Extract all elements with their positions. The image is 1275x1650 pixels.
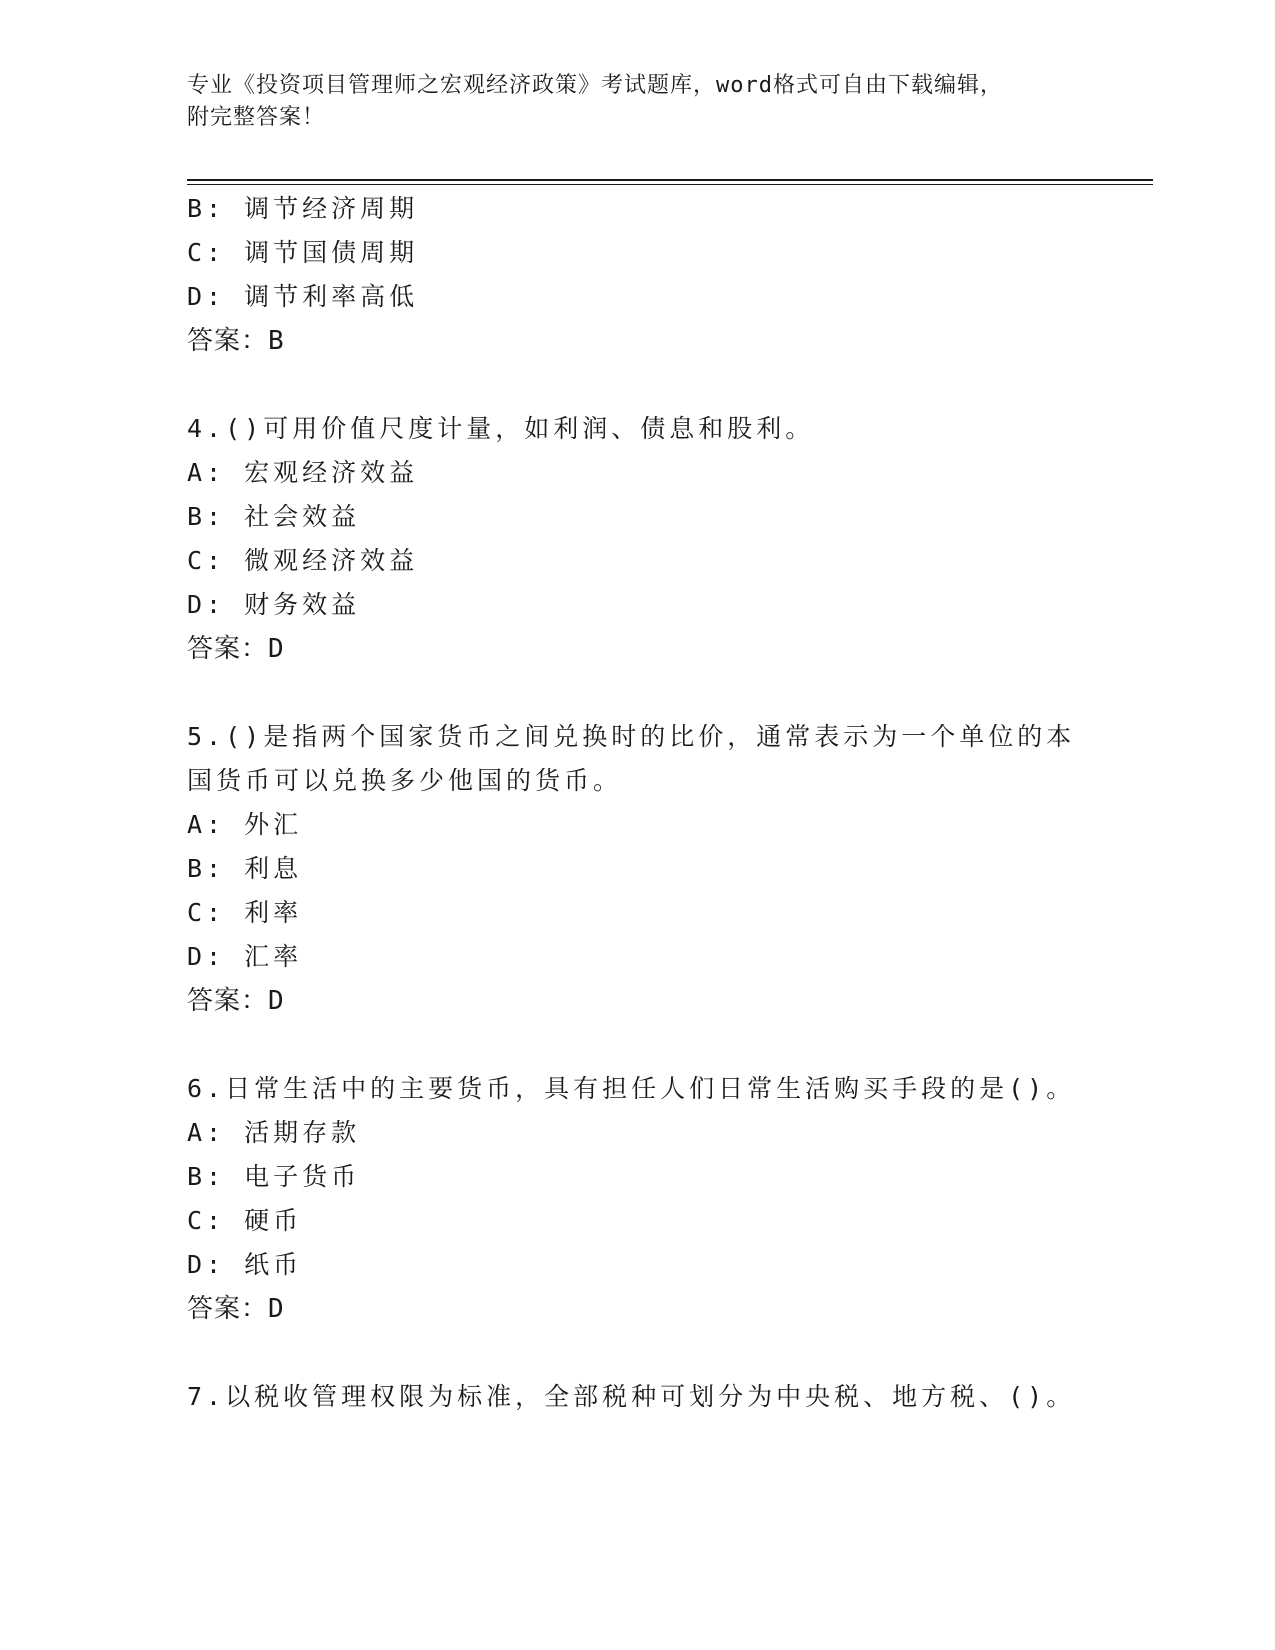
q5-option-d: D: 汇率: [187, 942, 303, 971]
q3-answer: [187, 326, 285, 356]
q4-option-d: D: 财务效益: [187, 590, 361, 619]
answer-label: 答案：: [187, 634, 269, 664]
q4-option-c: C: 微观经济效益: [187, 546, 419, 575]
q5-option-c: C: 利率: [187, 898, 303, 927]
q5-option-a: A: 外汇: [187, 810, 303, 839]
document-header: [187, 70, 1087, 134]
answer-label: 答案：: [187, 326, 269, 356]
answer-label: 答案：: [187, 1294, 269, 1324]
q3-option-b: B: 调节经济周期: [187, 194, 419, 223]
header-line-2: 附完整答案！: [187, 105, 326, 130]
q6-option-c: C: 硬币: [187, 1206, 303, 1235]
q7-question: 7.以税收管理权限为标准，全部税种可划分为中央税、地方税、()。: [187, 1382, 1076, 1411]
q6-option-d: D: 纸币: [187, 1250, 303, 1279]
q4-option-a: A: 宏观经济效益: [187, 458, 419, 487]
q6-answer: [187, 1294, 285, 1324]
header-line-1: 专业《投资项目管理师之宏观经济政策》考试题库，word格式可自由下载编辑，: [187, 73, 1003, 98]
q5-option-b: B: 利息: [187, 854, 303, 883]
q4-question: 4.()可用价值尺度计量，如利润、债息和股利。: [187, 414, 815, 443]
q6-option-a: A: 活期存款: [187, 1118, 361, 1147]
q6-option-b: B: 电子货币: [187, 1162, 361, 1191]
q5-answer: [187, 986, 285, 1016]
header-divider: [187, 179, 1153, 185]
q5-question-line-1: 5.()是指两个国家货币之间兑换时的比价，通常表示为一个单位的本: [187, 722, 1076, 751]
q6-question: 6.日常生活中的主要货币，具有担任人们日常生活购买手段的是()。: [187, 1074, 1076, 1103]
q4-answer: [187, 634, 285, 664]
answer-value: D: [268, 1294, 285, 1324]
q3-option-d: D: 调节利率高低: [187, 282, 419, 311]
q5-question-line-2: 国货币可以兑换多少他国的货币。: [187, 766, 623, 795]
answer-label: 答案：: [187, 986, 269, 1016]
answer-value: D: [268, 634, 285, 664]
q3-option-c: C: 调节国债周期: [187, 238, 419, 267]
answer-value: B: [268, 326, 285, 356]
answer-value: D: [268, 986, 285, 1016]
q4-option-b: B: 社会效益: [187, 502, 361, 531]
